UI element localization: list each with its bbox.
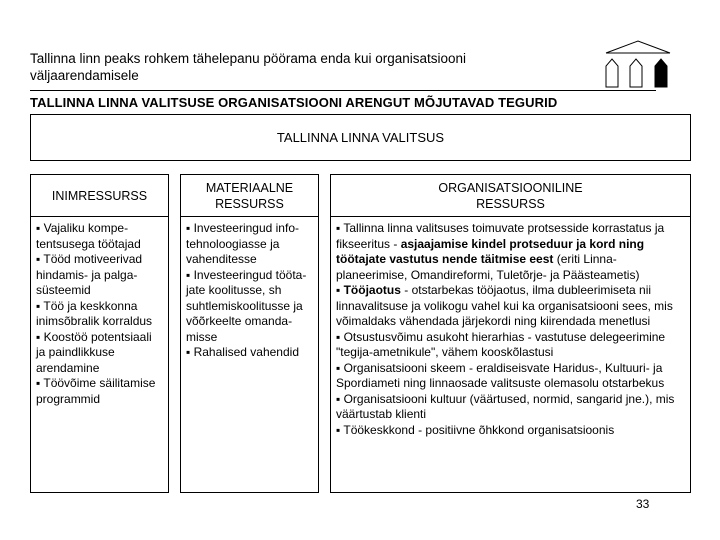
list-item: ▪ Töövõime säilitamise programmid	[36, 376, 156, 406]
list-item: ▪ Vajaliku kompe-tentsusega töötajad	[36, 221, 141, 251]
column-title-line-1: MATERIAALNE	[205, 180, 294, 195]
title-divider	[30, 90, 656, 91]
page-title: TALLINNA LINNA VALITSUSE ORGANISATSIOONI ARENGUT MÕJUTAVAD TEGURID	[30, 95, 558, 110]
list-item: ▪ Investeeringud tööta-jate koolitusse, sh suhtlemiskoolitusse ja võõrkeelte omanda-misse	[186, 267, 307, 344]
column-title-line-2: RESSURSS	[476, 196, 545, 211]
root-node-box	[30, 114, 691, 161]
column-title-line-2: RESSURSS	[215, 196, 284, 211]
column-title-line-1: ORGANISATSIOONILINE	[438, 180, 583, 195]
column-body-organisatsiooniline	[330, 216, 691, 493]
column-body-inimressurss	[30, 216, 169, 493]
column-title: INIMRESSURSS	[51, 188, 148, 203]
subtitle-line-1: Tallinna linn peaks rohkem tähelepanu pöörama enda kui organisatsiooni	[30, 51, 467, 66]
column-header-organisatsiooniline	[330, 174, 691, 217]
emphasis-text: Tööjaotus	[343, 283, 401, 297]
column-header-inimressurss	[30, 174, 169, 217]
list-item: ▪ Koostöö potentsiaali ja paindlikkuse arendamine	[36, 329, 152, 375]
list-item: ▪ Töö ja keskkonna inimsõbralik korraldus	[36, 298, 153, 328]
column-body-materiaalne	[180, 216, 319, 493]
building-columns-icon	[603, 40, 675, 90]
list-item: ▪ Organisatsiooni skeem - eraldiseisvate Haridus-, Kultuuri- ja Spordiameti ning linnaosade valitsuste olemasolu otstarbekus	[336, 360, 665, 390]
root-node-label: TALLINNA LINNA VALITSUS	[276, 130, 445, 145]
column-header-materiaalne	[180, 174, 319, 217]
list-item: ▪ Organisatsiooni kultuur (väärtused, normid, sangarid jne.), mis väärtustab klienti	[336, 391, 675, 421]
list-item: ▪ Tööjaotus - otstarbekas tööjaotus, ilma dubleerimiseta nii linnavalitsuse ja volikogu vahel kui ka organisatsiooni sees, mis võimaldaks vähendada järjekordi ning kiirendada menetlusi	[336, 283, 673, 328]
list-item: ▪ Rahalised vahendid	[186, 345, 299, 359]
list-item: ▪ Investeeringud info-tehnoloogiasse ja vahenditesse	[186, 221, 299, 266]
list-item: ▪ Otsustusvõimu asukoht hierarhias - vastutuse delegeerimine "tegija-ametnikule", vähem kooskõlastusi	[336, 329, 666, 359]
list-item: ▪ Töökeskkond - positiivne õhkkond organisatsioonis	[336, 422, 615, 437]
subtitle-line-2: väljaarendamisele	[30, 68, 139, 83]
emphasis-text: asjaajamise kindel protseduur ja kord ning töötajate vastutus nende täitmise eest	[336, 236, 645, 266]
slide-subtitle	[30, 50, 570, 84]
list-item: ▪ Tööd motiveerivad hindamis- ja palga-süsteemid	[36, 252, 143, 297]
page-number: 33	[636, 497, 650, 511]
list-item: ▪ Tallinna linna valitsuses toimuvate protsesside korrastatus ja fikseeritus - asjaajamise kindel protseduur ja kord ning töötajate vastutus nende täitmise eest (eriti Linna-planeerimise, Omandireformi, Tuletõrje- ja Päästeametis)	[336, 221, 665, 282]
